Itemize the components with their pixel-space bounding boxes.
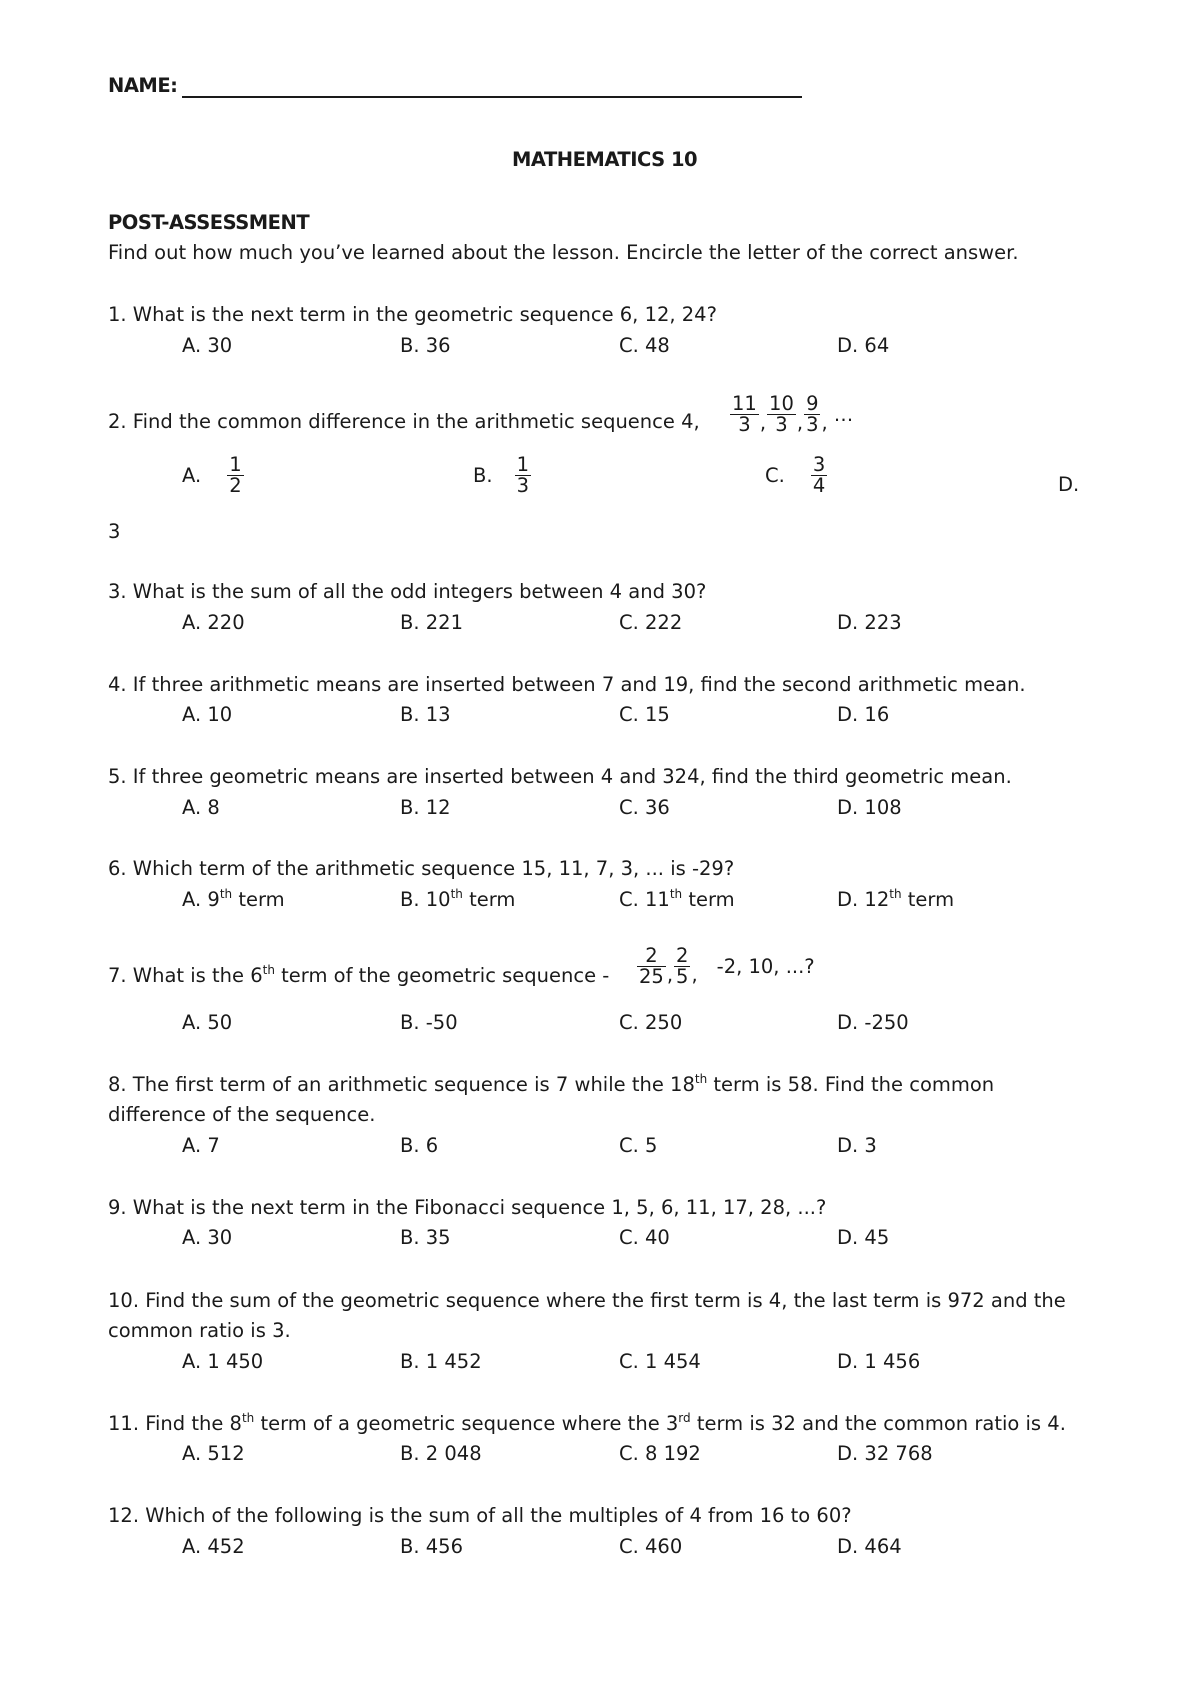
question-11: 11. Find the 8th term of a geometric sequence where the 3rd term is 32 and the common ratio is 4. bbox=[108, 1411, 1066, 1435]
q11-choice-d[interactable]: D. 32 768 bbox=[837, 1442, 933, 1465]
q1-choice-a[interactable]: A. 30 bbox=[182, 334, 233, 357]
q9-choice-a[interactable]: A. 30 bbox=[182, 1226, 233, 1249]
q4-choice-c[interactable]: C. 15 bbox=[619, 703, 670, 726]
q9-choice-d[interactable]: D. 45 bbox=[837, 1226, 890, 1249]
q2-choice-d-label[interactable]: D. bbox=[1058, 473, 1080, 496]
q1-choice-b[interactable]: B. 36 bbox=[400, 334, 451, 357]
q2-choice-c[interactable]: C. $\frac{3}{4}$ bbox=[765, 453, 826, 498]
q11-choice-a[interactable]: A. 512 bbox=[182, 1442, 245, 1465]
q5-choice-b[interactable]: B. 12 bbox=[400, 796, 451, 819]
q4-choice-a[interactable]: A. 10 bbox=[182, 703, 233, 726]
q2-fraction-3: $\frac{9}{3}$ bbox=[806, 392, 819, 437]
question-12: 12. Which of the following is the sum of all the multiples of 4 from 16 to 60? bbox=[108, 1504, 852, 1527]
q1-choice-c[interactable]: C. 48 bbox=[619, 334, 670, 357]
question-8-line-2: difference of the sequence. bbox=[108, 1103, 376, 1126]
q6-choice-b[interactable]: B. 10th term bbox=[400, 887, 516, 911]
q11-choice-c[interactable]: C. 8 192 bbox=[619, 1442, 701, 1465]
question-1: 1. What is the next term in the geometric sequence 6, 12, 24? bbox=[108, 303, 717, 326]
question-10: 10. Find the sum of the geometric sequence where the first term is 4, the last term is 972 and the bbox=[108, 1289, 1066, 1312]
q12-choice-c[interactable]: C. 460 bbox=[619, 1535, 683, 1558]
section-heading: POST-ASSESSMENT bbox=[108, 211, 310, 234]
q6-choice-d[interactable]: D. 12th term bbox=[837, 887, 955, 911]
instructions: Find out how much you’ve learned about the lesson. Encircle the letter of the correct answer. bbox=[108, 241, 1019, 264]
q3-choice-c[interactable]: C. 222 bbox=[619, 611, 683, 634]
question-4: 4. If three arithmetic means are inserted between 7 and 19, find the second arithmetic mean. bbox=[108, 673, 1026, 696]
question-3: 3. What is the sum of all the odd integers between 4 and 30? bbox=[108, 580, 707, 603]
q5-choice-a[interactable]: A. 8 bbox=[182, 796, 220, 819]
q7-sequence: $\frac{2}{25}$ , $\frac{2}{5}$ , -2, 10, ...? bbox=[639, 944, 815, 989]
q6-choice-c[interactable]: C. 11th term bbox=[619, 887, 735, 911]
q4-choice-d[interactable]: D. 16 bbox=[837, 703, 890, 726]
q10-choice-c[interactable]: C. 1 454 bbox=[619, 1350, 701, 1373]
q5-choice-c[interactable]: C. 36 bbox=[619, 796, 670, 819]
q3-choice-b[interactable]: B. 221 bbox=[400, 611, 463, 634]
q3-choice-a[interactable]: A. 220 bbox=[182, 611, 245, 634]
page-title: MATHEMATICS 10 bbox=[512, 148, 698, 171]
q7-fraction-2: $\frac{2}{5}$ bbox=[676, 944, 689, 989]
q4-choice-b[interactable]: B. 13 bbox=[400, 703, 451, 726]
name-blank-line bbox=[182, 96, 802, 98]
question-9: 9. What is the next term in the Fibonacci sequence 1, 5, 6, 11, 17, 28, ...? bbox=[108, 1196, 827, 1219]
q10-choice-b[interactable]: B. 1 452 bbox=[400, 1350, 482, 1373]
q10-choice-a[interactable]: A. 1 450 bbox=[182, 1350, 264, 1373]
q8-choice-c[interactable]: C. 5 bbox=[619, 1134, 658, 1157]
q9-choice-c[interactable]: C. 40 bbox=[619, 1226, 670, 1249]
q7-choice-a[interactable]: A. 50 bbox=[182, 1011, 233, 1034]
q7-choice-b[interactable]: B. -50 bbox=[400, 1011, 458, 1034]
question-8: 8. The first term of an arithmetic sequence is 7 while the 18th term is 58. Find the common bbox=[108, 1072, 995, 1096]
question-6: 6. Which term of the arithmetic sequence 15, 11, 7, 3, ... is -29? bbox=[108, 857, 735, 880]
name-label: NAME: bbox=[108, 74, 178, 97]
q8-choice-a[interactable]: A. 7 bbox=[182, 1134, 220, 1157]
q2-fraction-2: $\frac{10}{3}$ bbox=[769, 392, 794, 437]
question-7: 7. What is the 6th term of the geometric sequence - bbox=[108, 963, 610, 987]
q12-choice-d[interactable]: D. 464 bbox=[837, 1535, 902, 1558]
q7-fraction-1: $\frac{2}{25}$ bbox=[639, 944, 664, 989]
q12-choice-a[interactable]: A. 452 bbox=[182, 1535, 245, 1558]
q10-choice-d[interactable]: D. 1 456 bbox=[837, 1350, 921, 1373]
q11-choice-b[interactable]: B. 2 048 bbox=[400, 1442, 482, 1465]
q7-choice-d[interactable]: D. -250 bbox=[837, 1011, 909, 1034]
q3-choice-d[interactable]: D. 223 bbox=[837, 611, 902, 634]
q2-fraction-1: $\frac{11}{3}$ bbox=[732, 392, 757, 437]
q9-choice-b[interactable]: B. 35 bbox=[400, 1226, 451, 1249]
q8-choice-d[interactable]: D. 3 bbox=[837, 1134, 877, 1157]
q2-choice-b[interactable]: B. $\frac{1}{3}$ bbox=[473, 453, 529, 498]
q7-choice-c[interactable]: C. 250 bbox=[619, 1011, 683, 1034]
q6-choice-a[interactable]: A. 9th term bbox=[182, 887, 285, 911]
q5-choice-d[interactable]: D. 108 bbox=[837, 796, 902, 819]
question-5: 5. If three geometric means are inserted between 4 and 324, find the third geometric mean. bbox=[108, 765, 1012, 788]
q8-choice-b[interactable]: B. 6 bbox=[400, 1134, 439, 1157]
question-2: 2. Find the common difference in the arithmetic sequence 4, bbox=[108, 410, 700, 433]
q2-choice-a[interactable]: A. $\frac{1}{2}$ bbox=[182, 453, 242, 498]
question-10-line-2: common ratio is 3. bbox=[108, 1319, 291, 1342]
q2-choice-d-value: 3 bbox=[108, 520, 121, 543]
q1-choice-d[interactable]: D. 64 bbox=[837, 334, 890, 357]
q12-choice-b[interactable]: B. 456 bbox=[400, 1535, 463, 1558]
q2-sequence: $\frac{11}{3}$ , $\frac{10}{3}$ , $\frac{9}{3}$ , … bbox=[732, 392, 854, 437]
